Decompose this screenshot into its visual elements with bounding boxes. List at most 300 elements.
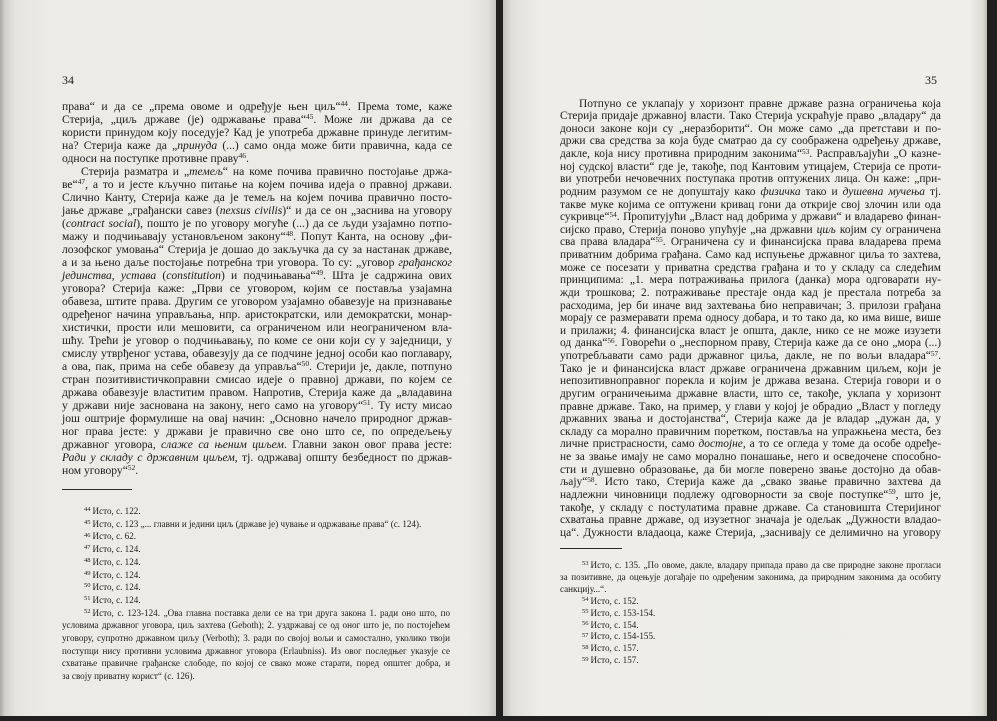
- line-content: [62, 126, 452, 139]
- text-run: ) и подчињавања“: [220, 269, 316, 282]
- footnote-line: [560, 643, 941, 655]
- footnote-number: 58: [582, 643, 589, 651]
- text-run: права“ и да се „према овоме и одређује њен циљ“: [62, 100, 341, 113]
- footnote-line: [62, 657, 450, 670]
- italic-text: принуда: [177, 139, 218, 152]
- line-content: [62, 152, 249, 165]
- footnote-number: 47: [84, 544, 91, 552]
- line-content: [560, 312, 941, 325]
- text-line: [62, 165, 452, 178]
- line-content: [84, 607, 450, 620]
- line-content: [62, 412, 452, 425]
- text-run: одређеног начина управљања, нпр. аристократски, или демократски, монар-: [62, 308, 452, 321]
- text-line: [560, 350, 941, 363]
- footnote-ref: 44: [340, 99, 348, 109]
- text-run: тј.: [924, 185, 941, 198]
- text-run: схватања правне државе, од изузетног значаја је одељак „Дужности владао-: [560, 514, 941, 527]
- footnote-ref: 51: [363, 398, 371, 408]
- footnote-text: схватање правичне грађанске слободе, по којој се свако може старати, поред општег добра, и: [62, 658, 450, 669]
- footnote-line: [62, 518, 450, 531]
- footnote-line: [560, 655, 941, 667]
- line-content: [62, 347, 452, 360]
- line-content: [582, 643, 639, 655]
- text-run: ној судској власти“ где је, такође, под Кантовим утицајем, Стерија се проти-: [560, 160, 941, 173]
- footnote-ref: 50: [301, 359, 310, 369]
- footnote-ref: 52: [127, 463, 136, 473]
- line-content: [560, 287, 941, 300]
- text-run: .: [938, 350, 941, 362]
- italic-text: constitution: [166, 269, 221, 282]
- text-run: “ на коме почива правично постојање држа-: [222, 165, 452, 178]
- line-content: [81, 165, 452, 178]
- text-run: (: [156, 269, 167, 282]
- text-run: (...) само онда може бити правична, када се: [217, 139, 452, 152]
- text-run: другим ограничењима државне власти, што се, такође, уклапа у хоризонт: [560, 387, 941, 400]
- footnote-line: [560, 584, 941, 596]
- italic-text: contract social: [65, 217, 137, 230]
- text-line: [560, 211, 941, 224]
- left-page: [0, 0, 496, 716]
- text-run: принципима: „1. мера потраживања прилога (данка) мора одговарати ну-: [560, 274, 941, 287]
- text-line: [560, 236, 941, 249]
- text-line: [62, 464, 452, 477]
- line-content: [560, 135, 941, 148]
- page-number: 34: [62, 73, 74, 87]
- line-content: [560, 502, 941, 515]
- text-run: жди трошкова; 2. потраживање престаје онда кад је престала потреба за: [560, 286, 941, 299]
- text-line: [560, 388, 941, 401]
- text-run: сти и душевно образовање, да би могле поверено звање достојно да обав-: [560, 463, 941, 476]
- text-line: [62, 191, 452, 204]
- line-content: [560, 337, 941, 350]
- line-content: [582, 560, 941, 572]
- footnote-number: 48: [84, 557, 91, 565]
- text-line: [62, 243, 452, 256]
- line-content: [62, 657, 450, 670]
- footnote-text: Исто, с. 157.: [590, 655, 639, 666]
- text-run: родним разумом се не допуштају како: [560, 185, 761, 198]
- text-line: [560, 287, 941, 300]
- text-line: [62, 269, 452, 282]
- text-line: [560, 98, 941, 111]
- footnote-number: 45: [84, 518, 91, 526]
- footnote-line: [62, 581, 450, 594]
- text-line: [560, 249, 941, 262]
- footnote-text: Исто, с. 152.: [590, 595, 639, 606]
- line-content: [560, 148, 941, 161]
- text-run: дакле, која нису противна природним законима“: [560, 148, 803, 160]
- line-content: [84, 505, 141, 518]
- text-line: [560, 451, 941, 464]
- line-content: [62, 386, 452, 399]
- line-content: [62, 204, 452, 217]
- line-content: [84, 569, 141, 582]
- footnote-text: Исто, с. 154.: [590, 619, 639, 630]
- line-content: [560, 123, 941, 136]
- footnote-ref: 59: [888, 488, 896, 497]
- footnote-text: Исто, с. 124.: [92, 582, 141, 593]
- line-content: [62, 632, 450, 645]
- text-line: [560, 413, 941, 426]
- footnote-text: Исто, с. 154-155.: [590, 631, 656, 642]
- text-line: [62, 295, 452, 308]
- footnote-text: за позитивне, да оцењује догађаје по одређеним законима, да природним законима да особиту: [560, 571, 941, 582]
- text-run: . Попут Канта, на основу „фи-: [293, 230, 452, 243]
- italic-text: јединства, устава: [62, 269, 157, 282]
- text-run: личне пристрасности, само: [560, 438, 699, 451]
- line-content: [560, 274, 941, 287]
- text-run: у држави није заснована на закону, него само на уговору“: [62, 399, 364, 412]
- text-line: [560, 123, 941, 136]
- text-run: Потпуно се уклапају у хоризонт правне државе разна ограничења која: [579, 97, 941, 110]
- text-run: Стерија разматра и „: [81, 165, 190, 178]
- text-line: [560, 502, 941, 515]
- line-content: [84, 581, 141, 594]
- text-run: такве муке којима се оптужени кривац гони да открије свој злочин или ода: [560, 198, 941, 211]
- text-line: [560, 186, 941, 199]
- line-content: [560, 350, 941, 363]
- line-content: [62, 113, 452, 126]
- footnote-text: Исто, с. 124.: [92, 544, 141, 555]
- footnote-ref: 47: [77, 177, 86, 187]
- text-run: . Ту исту мисао: [370, 399, 452, 412]
- text-line: [560, 274, 941, 287]
- text-line: [560, 262, 941, 275]
- text-line: [560, 363, 941, 376]
- line-content: [62, 334, 452, 347]
- text-run: ве“: [62, 178, 78, 191]
- text-run: Стерија, „циљ државе (је) одржавање права“: [62, 113, 306, 126]
- text-run: ви употреби нечовечних поступака против оптужених лица. Он каже: „при-: [560, 173, 941, 186]
- text-line: [62, 230, 452, 243]
- footnote-text: поступци нису противни условима државног уговора (Erlaubniss). Из овог последњег указује се: [62, 645, 450, 656]
- text-line: [560, 401, 941, 414]
- text-run: доноси законе који су „неразборити“. Он може само „да претстави и по-: [560, 122, 941, 135]
- line-content: [84, 594, 141, 607]
- text-run: употребљавати само ради државног циља, дакле, не по вољи владара“: [560, 350, 931, 362]
- footnote-line: [62, 543, 450, 556]
- text-run: односи на поступке противне праву: [62, 152, 239, 165]
- text-run: сијско право, Стерија поново упућује „на државни: [560, 223, 817, 236]
- line-content: [560, 211, 941, 224]
- text-run: Слично Канту, Стерија каже да је темељ на којем почива правично посто-: [62, 191, 452, 204]
- text-run: стран позитивистичкоправни смисао идеје о правној држави, по којем се: [62, 373, 452, 386]
- text-run: јање државе „грађански савез (: [62, 204, 220, 217]
- text-line: [62, 282, 452, 295]
- footnote-ref: 56: [607, 336, 615, 345]
- line-content: [560, 363, 941, 376]
- line-content: [62, 670, 195, 683]
- text-run: приватним добрима грађана. Само кад испуњење државног циља то захтева,: [560, 249, 941, 261]
- footnote-number: 50: [84, 582, 91, 590]
- line-content: [560, 186, 941, 199]
- footnote-number: 56: [582, 619, 589, 627]
- line-content: [84, 543, 141, 556]
- text-run: . Главни закон овог права јесте:: [283, 438, 452, 451]
- text-run: држи сва средства за која буде сматрао да су соображена одређењу државе,: [560, 135, 941, 148]
- line-content: [560, 199, 941, 212]
- text-line: [560, 110, 941, 123]
- line-content: [62, 360, 452, 373]
- text-line: [62, 139, 452, 152]
- text-line: [560, 426, 941, 439]
- text-line: [560, 312, 941, 325]
- text-line: [560, 514, 941, 527]
- line-content: [579, 98, 941, 111]
- footnote-number: 53: [582, 560, 589, 568]
- footnote-text: Исто, с. 153-154.: [590, 607, 656, 618]
- text-run: правне државе. Тако, на пример, у глави у којој је обрадио „Власт у погледу: [560, 400, 941, 413]
- text-run: а и за њено даље постојање потребна три уговора. То су: „уговор: [62, 256, 399, 269]
- text-run: користи принудом коју поседује? Кад је употреба државне принуде легитим-: [62, 126, 452, 139]
- text-run: (: [62, 217, 66, 230]
- line-content: [560, 413, 941, 426]
- text-line: [62, 256, 452, 269]
- text-line: [62, 334, 452, 347]
- line-content: [84, 530, 136, 543]
- footnote-line: [62, 569, 450, 582]
- text-line: [62, 425, 452, 438]
- line-content: [560, 464, 941, 477]
- footnotes: [560, 560, 941, 667]
- text-run: обавеза, штите права. Другим се уговором узајамно обавезује на признавање: [62, 295, 452, 308]
- line-content: [560, 325, 941, 338]
- footnote-line: [62, 505, 450, 518]
- text-run: . Стерији је, дакле, потпуно: [309, 360, 453, 373]
- text-run: . Расправљајући „О казне-: [809, 148, 941, 160]
- text-line: [560, 464, 941, 477]
- text-run: Стерија придаје државној власти. Тако Стерија ускраћује право „владару“ да: [560, 110, 941, 123]
- page-number: 35: [925, 73, 937, 87]
- text-line: [62, 412, 452, 425]
- line-content: [560, 401, 941, 414]
- line-content: [560, 476, 941, 489]
- text-line: [62, 126, 452, 139]
- text-run: . Говорећи о „неспорном праву, Стерија каже да се оно „мора (...): [614, 337, 941, 350]
- text-line: [560, 325, 941, 338]
- text-run: држава обавезује властитим правом. Напротив, Стерија каже да „владавина: [62, 386, 452, 399]
- footnote-separator: [62, 489, 132, 490]
- italic-text: Ради у складу с државним циљем: [62, 451, 235, 464]
- footnote-line: [62, 594, 450, 607]
- line-content: [560, 173, 941, 186]
- text-run: , што је,: [895, 488, 942, 501]
- footnote-number: 44: [84, 506, 91, 514]
- text-run: шћу. Трећи је уговор о подчињавању, по коме се они који су у заједници, у: [62, 334, 452, 347]
- text-run: ном уговору“: [62, 464, 128, 477]
- body-text: [560, 98, 941, 540]
- line-content: [560, 236, 941, 249]
- footnote-number: 46: [84, 531, 91, 539]
- text-line: [62, 451, 452, 464]
- line-content: [560, 527, 941, 540]
- footnote-text: Исто, с. 157.: [590, 643, 639, 654]
- text-run: , а то и јесте кључно питање на којем почива идеја о правној држави.: [85, 178, 452, 191]
- line-content: [62, 321, 452, 334]
- line-content: [560, 110, 941, 123]
- footnote-text: Исто, с. 124.: [92, 594, 141, 605]
- line-content: [62, 100, 452, 113]
- text-run: сва права владара“: [560, 236, 656, 249]
- text-run: не за звање имају не само морално понашање, него и осведочене способно-: [560, 451, 941, 463]
- footnote-number: 51: [84, 595, 91, 603]
- line-content: [560, 489, 941, 502]
- text-run: ), пошто је по уговору могуће (...) да се људи узајамно потпо-: [136, 217, 452, 230]
- text-line: [560, 337, 941, 350]
- text-run: државног уговора,: [62, 438, 162, 451]
- line-content: [62, 295, 452, 308]
- footnote-number: 52: [84, 607, 91, 615]
- text-line: [560, 527, 941, 540]
- text-run: , а то се огледа у томе да особе одређе-: [742, 438, 941, 451]
- text-run: мажу и подчињавају установљеном закону“: [62, 230, 286, 243]
- text-line: [62, 152, 452, 165]
- text-run: складу са морално правичним поретком, поставља на упражњена места, без: [560, 425, 941, 438]
- text-line: [62, 113, 452, 126]
- footnote-ref: 46: [238, 151, 246, 161]
- line-content: [560, 426, 941, 439]
- footnote-line: [560, 596, 941, 608]
- text-line: [560, 173, 941, 186]
- text-run: .: [245, 152, 249, 165]
- line-content: [560, 572, 941, 584]
- text-run: од данка“: [560, 337, 608, 350]
- text-run: ног права јесте: у држави је правично све оно што се, по опредељењу: [62, 425, 452, 438]
- footnote-ref: 53: [802, 147, 810, 156]
- line-content: [62, 269, 452, 282]
- footnote-separator: [560, 548, 622, 549]
- text-run: непозитивноправног порекла и којим је држава везана. Стерија говори и о: [560, 375, 941, 388]
- line-content: [560, 451, 941, 464]
- line-content: [560, 224, 941, 237]
- footnote-text: условима државног уговора, циљ захтева (Geboth); 2. уздржавај се од оног што је, по постојећем: [62, 620, 450, 631]
- text-run: , тј. одржавај општу безбедност по држав-: [234, 451, 452, 464]
- footnote-text: Исто, с. 123-124. „Ова главна поставка дели се на три друга закона 1. ради оно што, по: [92, 607, 450, 618]
- text-run: хистички, прости или мешовити, са ограниченом или неограниченом вла-: [62, 321, 452, 334]
- line-content: [62, 451, 452, 464]
- text-run: .: [135, 464, 139, 477]
- text-line: [560, 199, 941, 212]
- footnote-number: 59: [582, 655, 589, 663]
- italic-text: душевна мучења: [842, 185, 925, 198]
- line-content: [582, 608, 655, 620]
- text-run: . Пропитујући „Власт над добрима у држави“ и владарево финан-: [616, 211, 941, 224]
- text-line: [560, 438, 941, 451]
- footnote-text: Исто, с. 124.: [92, 569, 141, 580]
- text-run: којим су ограничена: [835, 223, 941, 236]
- text-run: морају се размеравати према односу добара, и то тако да, ко има више, више: [560, 312, 941, 325]
- footnote-ref: 57: [930, 349, 939, 358]
- text-run: . Ограничена су и финансијска права владарева према: [662, 236, 941, 249]
- text-run: на? Стерија каже да „: [62, 139, 178, 152]
- line-content: [582, 596, 639, 608]
- line-content: [560, 514, 941, 527]
- text-line: [560, 489, 941, 502]
- line-content: [62, 243, 452, 256]
- text-run: и прилажи; 4. финансијска власт је општа, дакле, нико се не може изузети: [560, 324, 941, 337]
- text-line: [62, 217, 452, 230]
- text-line: [560, 148, 941, 161]
- text-line: [62, 399, 452, 412]
- text-run: )“ и да се он „заснива на уговору: [282, 204, 452, 217]
- text-line: [560, 224, 941, 237]
- footnote-line: [62, 670, 450, 683]
- text-run: може се посезати у приватна средства грађана и то у складу са следећим: [560, 261, 941, 274]
- italic-text: слаже са њеним циљем: [161, 438, 284, 451]
- footnote-text: Исто, с. 123 „... главни и једини циљ (државе је) чување и одржавање права“ (с. 124).: [92, 518, 422, 529]
- text-line: [62, 386, 452, 399]
- text-run: . Исто тако, Стерија каже да „свако звање правично захтева да: [594, 476, 941, 489]
- text-line: [62, 373, 452, 386]
- footnote-line: [560, 608, 941, 620]
- footnotes: [62, 505, 450, 683]
- text-line: [560, 135, 941, 148]
- italic-text: nexsus civilis: [219, 204, 283, 217]
- footnote-line: [62, 645, 450, 658]
- line-content: [62, 619, 450, 632]
- text-run: уговора? Стерија каже: „Први се уговором, којим се поставља узајамна: [62, 282, 452, 295]
- text-run: . Може ли држава да се: [313, 113, 452, 126]
- line-content: [62, 256, 452, 269]
- line-content: [62, 282, 452, 295]
- footnote-ref: 58: [587, 475, 595, 484]
- text-line: [62, 347, 452, 360]
- text-run: . Према томе, каже: [347, 100, 452, 113]
- line-content: [582, 631, 655, 643]
- text-run: надлежни чиновници подлежу одговорности за своје поступке“: [560, 488, 889, 501]
- body-text: [62, 100, 452, 477]
- footnote-ref: 45: [305, 112, 314, 122]
- text-line: [560, 375, 941, 388]
- line-content: [62, 438, 452, 451]
- footnote-line: [560, 560, 941, 572]
- line-content: [62, 217, 452, 230]
- italic-text: физичка: [760, 185, 801, 198]
- footnote-text: уговору, супротно државном циљу (Verboth); 3. ради по својој вољи и самостално, уколико твоји: [62, 633, 450, 644]
- footnote-text: Исто, с. 122.: [92, 506, 141, 516]
- text-run: лозофског умовања“ Стерија је дошао до закључка да су за настанак државе,: [62, 243, 452, 256]
- footnote-line: [560, 572, 941, 584]
- footnote-line: [62, 556, 450, 569]
- footnote-number: 49: [84, 569, 91, 577]
- footnote-number: 55: [582, 607, 589, 615]
- italic-text: циљ: [816, 223, 836, 236]
- line-content: [62, 464, 138, 477]
- text-line: [62, 321, 452, 334]
- line-content: [560, 388, 941, 401]
- footnote-text: Исто, с. 62.: [92, 531, 137, 542]
- line-content: [84, 556, 141, 569]
- text-run: . Шта је садржина ових: [323, 269, 452, 282]
- text-line: [62, 438, 452, 451]
- italic-text: грађанског: [398, 256, 452, 269]
- italic-text: достојне: [698, 438, 743, 451]
- footnote-line: [62, 619, 450, 632]
- footnote-line: [62, 530, 450, 543]
- text-line: [62, 178, 452, 191]
- footnote-line: [62, 632, 450, 645]
- line-content: [62, 191, 452, 204]
- line-content: [62, 373, 452, 386]
- italic-text: темељ: [189, 165, 223, 178]
- line-content: [62, 399, 452, 412]
- line-content: [84, 518, 421, 531]
- text-run: тако и: [800, 185, 843, 198]
- line-content: [62, 645, 450, 658]
- text-line: [560, 476, 941, 489]
- footnote-number: 57: [582, 631, 589, 639]
- footnote-line: [62, 607, 450, 620]
